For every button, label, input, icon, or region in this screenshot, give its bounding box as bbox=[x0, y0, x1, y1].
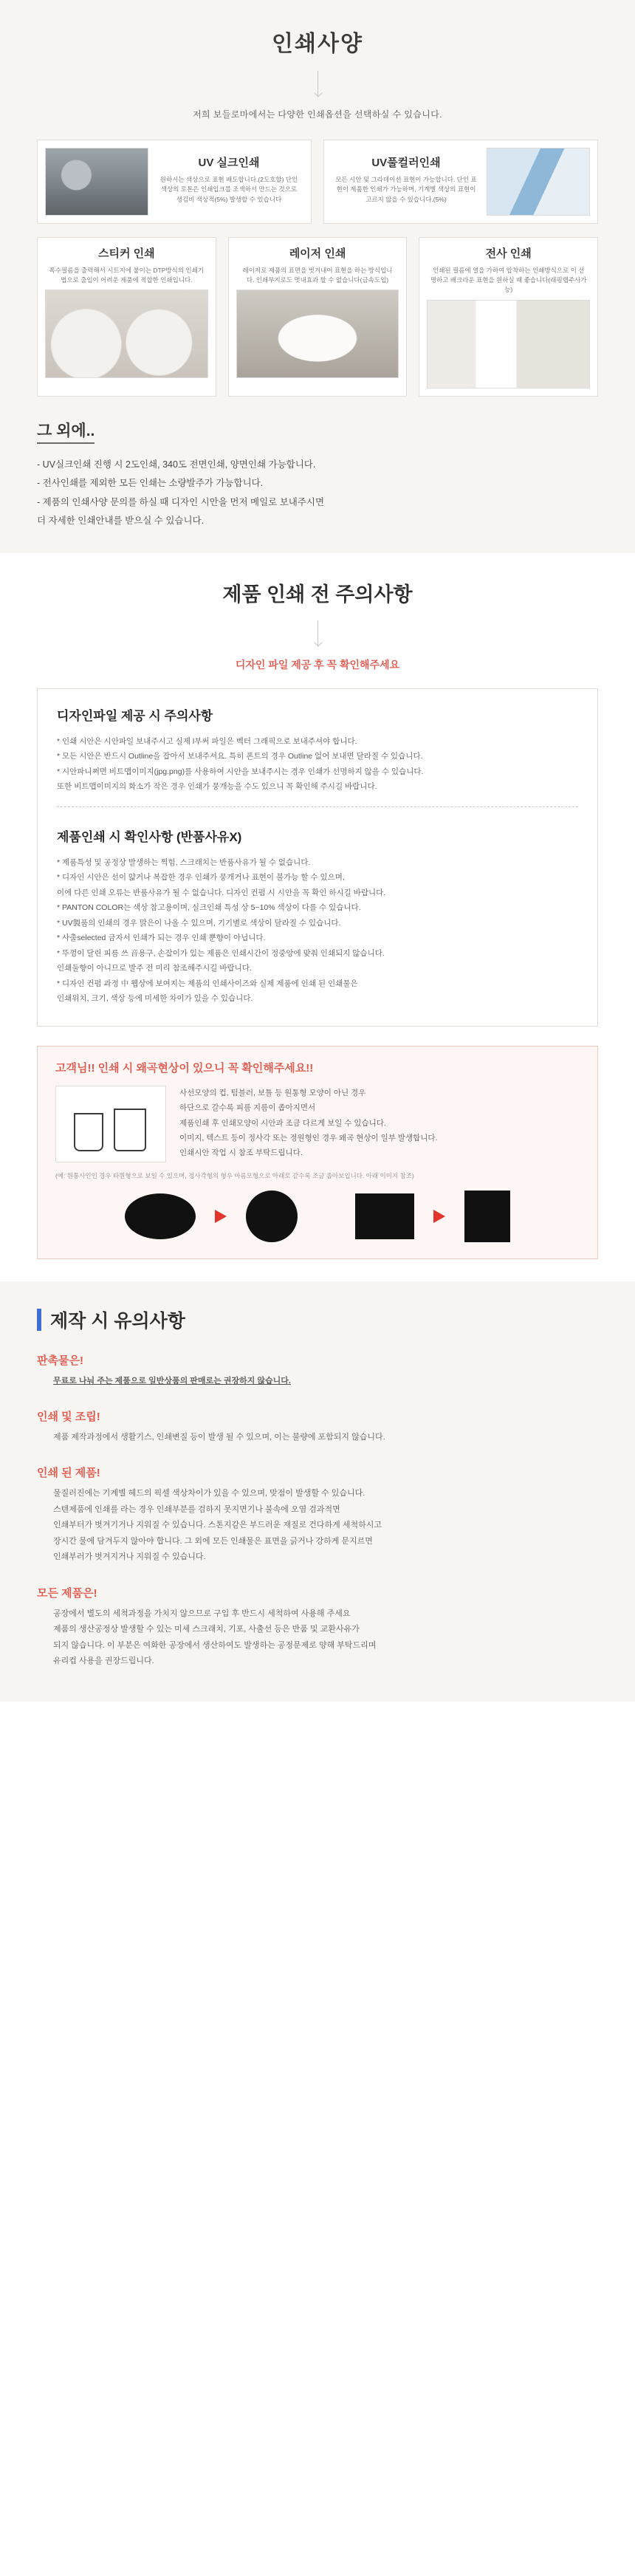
card-sticker bbox=[37, 237, 216, 397]
panel-title-1: 디자인파일 제공 시 주의사항 bbox=[57, 709, 213, 724]
sticker-photo bbox=[45, 290, 208, 378]
uv-silk-photo bbox=[45, 148, 148, 216]
panel2-line-3: 이에 다른 인쇄 오류는 반품사유가 될 수 없습니다. 디자인 컨펌 시 시안을 꼭 확인 하시길 바랍니다. bbox=[57, 888, 386, 897]
panel2-line-8: 인쇄둘향이 아니므로 발주 전 미리 참조해주시길 바랍니다. bbox=[57, 964, 252, 973]
warning-line-5: 인쇄시안 작업 시 참조 부탁드립니다. bbox=[179, 1148, 303, 1158]
shape-rect-tall bbox=[464, 1191, 510, 1242]
card-laser-desc: 레이저로 제품의 표면을 벗겨내어 표현을 하는 방식입니다. 인쇄부지로도 멋내효과 할 수 없습니다(금속도입) bbox=[242, 267, 393, 284]
print-method-cards bbox=[37, 140, 598, 397]
panel2-line-7: * 뚜껑이 달린 피름 쓰 音용구, 손잡이가 있는 제품은 인쇄시간이 정중앙에 맞춰 인쇄되지 않습니다. bbox=[57, 948, 385, 958]
warning-title: 고객님!! 인쇄 시 왜곡현상이 있으니 꼭 확인해주세요!! bbox=[55, 1061, 314, 1075]
warning-line-1: 사선모양의 컵, 텀블러, 보틀 등 원통형 모양이 아닌 경우 bbox=[179, 1088, 366, 1097]
card-sticker-desc: 폭수필름을 출력해서 시트지에 붙이는 DTP방식의 인쇄기법으로 출입이 어려운 제품에 적합한 인쇄입니다. bbox=[49, 267, 205, 284]
panel2-line-5: * UV製품의 인쇄의 경우 맑은이 나올 수 있으며, 기기별로 색상이 달라질 수 있습니다. bbox=[57, 918, 341, 928]
panel2-line-6: * 사출selected 금자서 인쇄가 되는 경우 인쇄 뿐향이 아닙니다. bbox=[57, 934, 266, 943]
card-uv-silk-title: UV 실크인쇄 bbox=[198, 157, 260, 170]
note-block-printed bbox=[37, 1465, 598, 1565]
distortion-examples bbox=[55, 1191, 580, 1242]
etc-line-3: - 제품의 인쇄사양 문의를 하실 때 디자인 시안을 먼저 메일로 보내주시면 bbox=[37, 496, 325, 507]
panel1-line-3: * 시안파니쩌면 비트맵이미지(jpg.png)를 사용하여 시안을 보내주시는 경우 인쇄가 선명하지 않을 수 있습니다. bbox=[57, 767, 424, 776]
panel2-line-2: * 디자인 시안은 선이 얇거나 복잡한 경우 인쇄가 뭉개거나 표현이 불가능 할 수 있으며, bbox=[57, 873, 345, 883]
section3-title: 제작 시 유의사항 bbox=[50, 1310, 185, 1332]
card-laser-title: 레이저 인쇄 bbox=[289, 247, 346, 260]
etc-line-4: 더 자세한 인쇄안내를 받으실 수 있습니다. bbox=[37, 515, 205, 527]
transfer-photo bbox=[427, 300, 590, 388]
note-printed-line-5: 인쇄부러가 벗겨지거나 지워질 수 있습니다. bbox=[53, 1552, 206, 1562]
shape-circle bbox=[246, 1191, 298, 1242]
card-uv-fullcolor bbox=[323, 140, 598, 224]
note-heading-all: 모든 제품은! bbox=[37, 1586, 97, 1600]
note-all-line-1: 공장에서 별도의 세척과정을 가치지 않으므로 구입 후 반드시 세척하여 사용해 주세요 bbox=[53, 1609, 351, 1618]
precautions-panel bbox=[37, 688, 598, 1027]
warning-note: (예: 원통사인인 경우 타원형으로 보일 수 있으며, 정사각형의 형우 마름모형으로 아래로 갈수록 조금 좁아보입니다. 아래 이미지 참조) bbox=[55, 1171, 414, 1179]
note-printed-line-1: 물질러진에는 기계별 헤드의 픽셀 색상차이가 있을 수 있으며, 맞점이 발생할 수 있습니다. bbox=[53, 1489, 365, 1498]
section-precautions bbox=[0, 553, 635, 1281]
section1-subtitle: 저희 보들로마에서는 다양한 인쇄옵션을 선택하실 수 있습니다. bbox=[193, 109, 442, 120]
note-all-line-3: 되지 않습니다. 이 부분은 여화한 공장에서 생산하여도 발생하는 공정문제로 양해 부탁드리며 bbox=[53, 1640, 377, 1650]
note-all-line-4: 유리컵 사용을 권장드립니다. bbox=[53, 1656, 154, 1665]
shape-oval bbox=[125, 1193, 196, 1239]
etc-title: 그 외에.. bbox=[37, 419, 95, 444]
section-print-spec bbox=[0, 0, 635, 553]
card-transfer-desc: 인쇄된 필름에 열을 가하여 압착하는 인쇄방식으로 이 선명하고 배크라운 표현을 원하실 때 좋습니다(래핑랩주사가능) bbox=[430, 267, 587, 294]
card-uv-fullcolor-title: UV풀컬러인쇄 bbox=[371, 157, 441, 170]
etc-line-1: - UV실크인쇄 진행 시 2도인쇄, 340도 전면인쇄, 양면인쇄 가능합니다. bbox=[37, 459, 316, 470]
laser-photo bbox=[236, 290, 399, 378]
note-heading-printed: 인쇄 된 제품! bbox=[37, 1467, 100, 1480]
distortion-warning-box bbox=[37, 1046, 598, 1259]
panel1-line-4: 또한 비트맵이미지의 화소가 작은 경우 인쇄가 뭉개능을 수도 있으니 꼭 확인해 주시길 바랍니다. bbox=[57, 782, 377, 792]
note-printed-line-4: 장시간 물에 담겨두지 않아야 합니다. 그 외에 모든 인쇄물은 표면을 긁거나 강하게 문지르면 bbox=[53, 1536, 373, 1546]
card-row-bottom bbox=[37, 237, 598, 397]
section2-title: 제품 인쇄 전 주의사항 bbox=[222, 583, 413, 606]
note-block-promo bbox=[37, 1352, 598, 1389]
note-block-print bbox=[37, 1408, 598, 1445]
arrow-right-icon-1 bbox=[215, 1210, 227, 1223]
panel2-line-1: * 제품특성 및 공정상 발생하는 찍힘, 스크래치는 반품사유가 될 수 없습니다. bbox=[57, 857, 311, 867]
card-uv-silk bbox=[37, 140, 312, 224]
note-heading-promo: 판촉물은! bbox=[37, 1354, 83, 1367]
card-row-top bbox=[37, 140, 598, 224]
shape-rect-wide bbox=[355, 1193, 414, 1239]
panel2-line-4: * PANTON COLOR는 색상 참고용이며, 실크인쇄 특성 상 5~10% 색상이 다를 수 있습니다. bbox=[57, 903, 361, 913]
card-transfer bbox=[419, 237, 598, 397]
card-uv-silk-desc: 원하시는 색상으로 표현 배도합니다.(2도호할) 단인 색상의 로톤은 인쇄입크를 조색하서 만드는 것으로 생김비 색상적(5%) 발생할 수 있습니다 bbox=[159, 176, 298, 203]
cup-shape-large bbox=[114, 1109, 146, 1151]
section2-subtitle: 디자인 파일 제공 후 꼭 확인해주세요 bbox=[235, 659, 400, 671]
note-printed-line-2: 스텐제품에 인쇄를 라는 경우 인쇄부분를 검하지 못지면기나 불속에 오염 검과적면 bbox=[53, 1504, 340, 1514]
note-block-all bbox=[37, 1585, 598, 1670]
note-heading-print: 인쇄 및 조립! bbox=[37, 1411, 100, 1424]
warning-line-4: 이미지, 텍스트 등이 정사각 또는 정원형인 경우 왜곡 현상이 일부 발생합니다. bbox=[179, 1133, 438, 1143]
panel2-line-9: * 디자인 컨펌 과정 中 웹상에 보여지는 제품의 인쇄사이즈와 실제 제품에 인쇄 된 인쇄물은 bbox=[57, 979, 358, 988]
etc-line-2: - 전사인쇄를 제외한 모든 인쇄는 소량발주가 가능합니다. bbox=[37, 478, 264, 489]
panel2-line-10: 인쇄위치, 크기, 색상 등에 미세한 차이가 있을 수 있습니다. bbox=[57, 994, 253, 1004]
uv-fullcolor-photo bbox=[487, 148, 590, 216]
section-production-notes bbox=[0, 1281, 635, 1702]
divider bbox=[57, 806, 578, 807]
note-print-line-1: 제품 제작과정에서 생활기스, 인쇄변질 등이 발생 될 수 있으며, 이는 불량에 포함되지 않습니다. bbox=[53, 1433, 385, 1442]
card-uv-fullcolor-desc: 모든 시안 및 그라데이션 표현이 가능합니다. 단인 표현이 제품한 인쇄가 가능하며, 기계별 색상의 표현이 고르지 않을 수 있습니다.(5%) bbox=[335, 176, 477, 203]
panel-title-2: 제품인쇄 시 확인사항 (반품사유X) bbox=[57, 829, 242, 844]
accent-bar bbox=[37, 1309, 41, 1331]
cup-illustration bbox=[55, 1086, 166, 1162]
etc-block bbox=[37, 419, 598, 532]
production-note-blocks bbox=[37, 1352, 598, 1670]
cup-shape-small bbox=[74, 1113, 103, 1151]
warning-line-3: 제품인쇄 후 인쇄모양이 시안과 조금 다르게 보일 수 있습니다. bbox=[179, 1118, 386, 1128]
panel1-line-2: * 모든 시안은 반드시 Outline을 잡아서 보내주셔요. 특히 폰트의 경우 Outline 없어 보내면 달라질 수 있습니다. bbox=[57, 752, 423, 761]
card-sticker-title: 스티커 인쇄 bbox=[98, 247, 155, 260]
arrow-right-icon-2 bbox=[433, 1210, 445, 1223]
note-all-line-2: 제품의 생산공정상 발생할 수 있는 미세 스크래치, 기포, 사출선 등은 반품 및 교환사유가 bbox=[53, 1625, 360, 1634]
panel1-line-1: * 인쇄 시안은 시안파일 보내주시고 실제 l부써 파일은 벡터 그래픽으로 보내주셔야 합니다. bbox=[57, 737, 357, 747]
card-laser bbox=[228, 237, 408, 397]
warning-line-2: 하단으로 갈수록 피름 지름이 좁아지면서 bbox=[179, 1103, 316, 1113]
section1-title: 인쇄사양 bbox=[272, 32, 363, 56]
note-printed-line-3: 인쇄부터가 벗겨기거나 지워질 수 있습니다. 스톤지같은 부드러운 재질로 건다하게 세척하시고 bbox=[53, 1521, 382, 1530]
card-transfer-title: 전사 인쇄 bbox=[485, 247, 532, 260]
note-promo-line-1: 무료로 나눠 주는 제품으로 일반상품의 판매로는 권장하지 않습니다. bbox=[53, 1376, 291, 1385]
